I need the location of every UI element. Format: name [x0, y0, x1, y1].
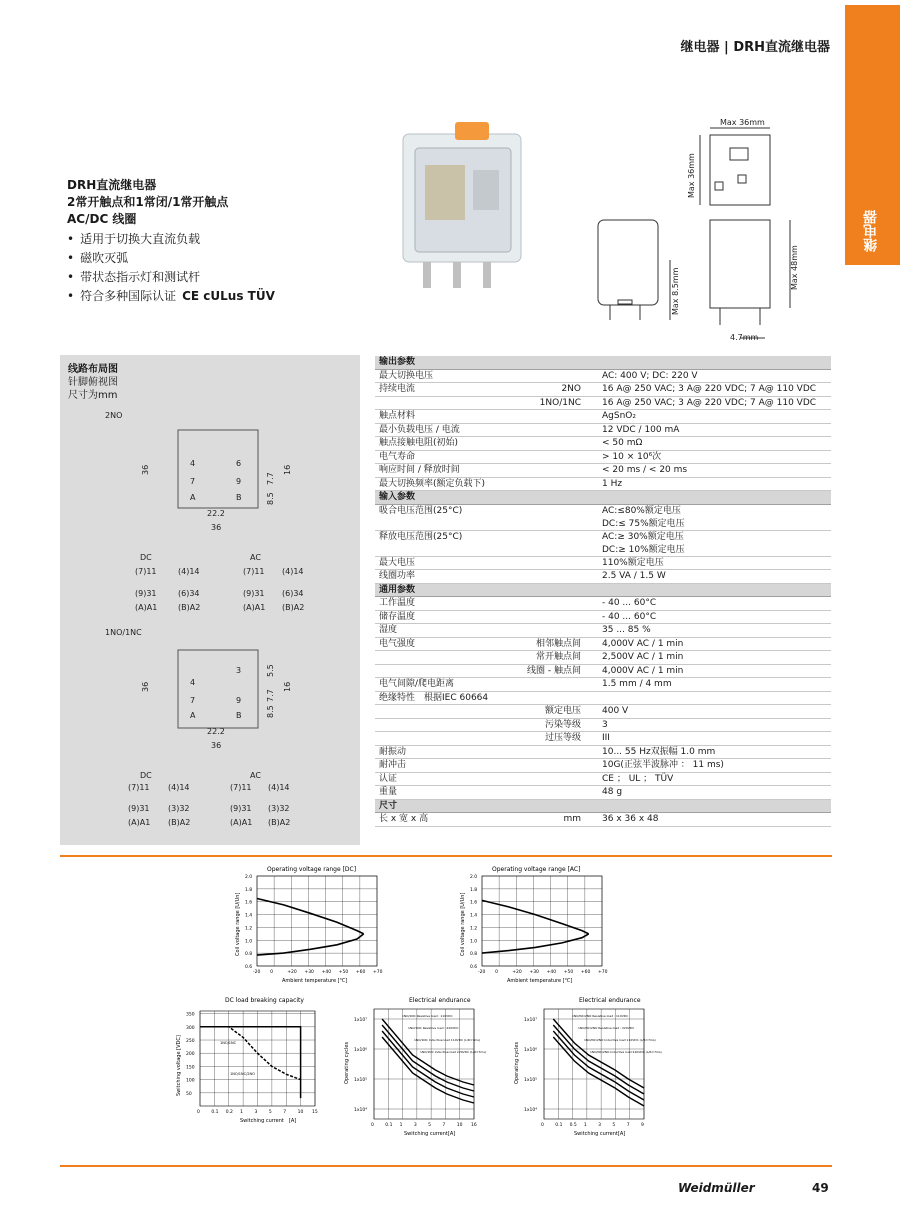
spec-key: 湿度 — [379, 625, 398, 635]
wire-line: (4)14 — [268, 783, 290, 792]
spec-key: 响应时间 / 释放时间 — [379, 465, 460, 475]
wire-line: (9)31 — [230, 804, 252, 813]
pin-a: A — [190, 711, 196, 720]
x-tick-label: 15 — [312, 1110, 318, 1115]
y-tick-label: 150 — [186, 1065, 195, 1071]
spec-row — [375, 651, 831, 665]
product-title-block — [67, 177, 228, 228]
series-line — [482, 900, 589, 934]
series-label: 1NO/1NC Resistive load : 220VDC — [408, 1026, 459, 1030]
dim-85: 8.5 — [266, 492, 275, 505]
series-label: 1NO/1NC Inductive load 220VDC (L/R=7ms) — [420, 1050, 487, 1054]
x-tick-label: 0 — [495, 970, 499, 975]
wire-line: (A)A1 — [230, 818, 253, 827]
chart-title: Operating voltage range [DC] — [267, 866, 357, 873]
spec-key: 重量 — [379, 787, 398, 797]
y-tick-label: 350 — [186, 1012, 195, 1018]
chart-title: Electrical endurance — [409, 997, 471, 1004]
spec-condition: 2NO — [561, 384, 581, 394]
feature-item: • 适用于切换大直流负载 — [67, 230, 275, 249]
spec-row — [375, 692, 831, 706]
ac-label: AC — [250, 771, 261, 780]
x-tick-label: 0.1 — [555, 1123, 563, 1128]
spec-condition: 相邻触点间 — [535, 638, 581, 649]
x-tick-label: 7 — [442, 1123, 446, 1128]
variant-nonc-label: 1NO/1NC — [105, 628, 142, 637]
series-line — [257, 899, 364, 934]
y-axis-label: Switching voltage [VDC] — [176, 1035, 182, 1096]
x-tick-label: 10 — [297, 1110, 304, 1115]
pin-3: 3 — [236, 666, 242, 675]
series-label: 1NO/1NC Inductive load 110VDC (L/R=7ms) — [414, 1038, 481, 1042]
dim-36-horizontal: 36 — [211, 741, 222, 750]
pin-b: B — [236, 711, 242, 720]
x-tick-label: -20 — [253, 970, 261, 975]
x-tick-label: +70 — [598, 970, 608, 975]
spec-key: 绝缘特性 根据IEC 60664 — [379, 692, 489, 703]
dim-77: 7.7 — [266, 689, 275, 702]
dim-36-vertical: 36 — [141, 464, 150, 475]
x-tick-label: 0 — [371, 1123, 374, 1128]
pin-b: B — [236, 493, 242, 502]
series-line — [482, 934, 589, 953]
feature-list — [67, 230, 275, 306]
spec-section-header — [375, 584, 831, 598]
wire-line: (B)A2 — [178, 603, 201, 612]
spec-row — [375, 597, 831, 611]
series-label: 1NO/NC/2NO Resistive load : 220VDC — [578, 1026, 635, 1030]
chart-title: DC load breaking capacity — [225, 997, 304, 1004]
wire-line: (7)11 — [230, 783, 252, 792]
wire-line: (9)31 — [243, 589, 265, 598]
spec-value: 4,000V AC / 1 min — [602, 638, 684, 649]
y-tick-label: 1x10⁶ — [354, 1048, 368, 1053]
variant-2no-label: 2NO — [105, 411, 123, 420]
plot-frame — [482, 876, 602, 966]
side-tab — [845, 5, 900, 265]
product-subtitle: 2常开触点和1常闭/1常开触点 — [67, 195, 229, 209]
divider — [60, 855, 832, 857]
wire-line: (A)A1 — [243, 603, 266, 612]
spec-row — [375, 424, 831, 438]
spec-value: 16 A@ 250 VAC; 3 A@ 220 VDC; 7 A@ 110 VDC — [602, 384, 817, 394]
spec-value: < 50 mΩ — [602, 438, 643, 448]
spec-value: 1 Hz — [602, 478, 623, 489]
spec-value: AC: 400 V; DC: 220 V — [602, 370, 698, 381]
spec-row — [375, 786, 831, 800]
spec-key: 触点接触电阻(初始) — [379, 438, 459, 448]
feature-item: • 磁吹灭弧 — [67, 249, 275, 268]
spec-section-title: 输入参数 — [379, 492, 416, 502]
spec-row — [375, 451, 831, 465]
series-label: 1NO/1NC — [220, 1041, 237, 1045]
y-tick-label: 1.8 — [245, 887, 253, 893]
spec-condition: 常开触点间 — [535, 652, 581, 662]
y-tick-label: 1.4 — [245, 913, 253, 919]
wire-line: (B)A2 — [282, 603, 305, 612]
spec-condition: 污染等级 — [544, 719, 581, 730]
wire-line: (A)A1 — [128, 818, 151, 827]
y-tick-label: 1.2 — [470, 926, 478, 932]
dim-55: 5.5 — [266, 664, 275, 677]
spec-key: 触点材料 — [379, 411, 416, 421]
wire-line: (7)11 — [128, 783, 150, 792]
pin-9: 9 — [236, 477, 242, 486]
dim-36-vertical: 36 — [141, 681, 150, 692]
spec-key: 吸合电压范围(25°C) — [379, 505, 463, 516]
series-label: 1NO/NC/2NO Inductive load 110VDC (L/R=7ms) — [584, 1038, 656, 1042]
spec-row — [375, 759, 831, 773]
spec-row — [375, 370, 831, 384]
dim-22: 22.2 — [207, 727, 225, 736]
x-tick-label: -20 — [478, 970, 486, 975]
wire-line: (4)14 — [168, 783, 190, 792]
y-axis-label: Coil voltage range [U/Un] — [460, 892, 466, 956]
dim-16: 16 — [283, 681, 292, 692]
y-tick-label: 2.0 — [245, 875, 253, 880]
spec-key: 最大电压 — [379, 557, 416, 568]
spec-key: 电气间隙/爬电距离 — [379, 679, 455, 689]
product-coil: AC/DC 线圈 — [67, 212, 137, 226]
spec-section-title: 尺寸 — [379, 800, 398, 811]
wire-line: (7)11 — [243, 567, 265, 576]
x-tick-label: +50 — [563, 970, 574, 975]
y-tick-label: 1x10⁶ — [524, 1048, 538, 1053]
spec-value: < 20 ms / < 20 ms — [602, 465, 688, 475]
x-tick-label: +50 — [338, 970, 349, 975]
wire-line: (B)A2 — [168, 818, 191, 827]
wiring-view: 针脚俯视图 — [68, 377, 118, 388]
dc-label: DC — [140, 553, 152, 562]
x-tick-label: 10 — [456, 1123, 463, 1128]
x-tick-label: 7 — [283, 1110, 287, 1115]
x-tick-label: 1 — [399, 1123, 403, 1128]
dim-width-label: Max 36mm — [720, 118, 765, 127]
y-tick-label: 0.8 — [245, 952, 253, 958]
spec-key: 持续电流 — [379, 384, 416, 394]
x-tick-label: 16 — [471, 1123, 477, 1128]
x-tick-label: 0.1 — [211, 1110, 219, 1115]
spec-value: - 40 ... 60°C — [602, 598, 657, 608]
wiring-title-block — [68, 363, 118, 402]
wiring-title: 线路布局图 — [68, 364, 118, 375]
y-axis-label: Operating cycles — [344, 1041, 350, 1084]
y-tick-label: 1.0 — [245, 939, 253, 945]
spec-row — [375, 746, 831, 760]
relay-photo — [395, 120, 540, 295]
wire-line: (6)34 — [178, 589, 200, 598]
spec-value: 2,500V AC / 1 min — [602, 652, 684, 662]
spec-row — [375, 665, 831, 679]
spec-key: 长 x 宽 x 高 — [379, 814, 429, 824]
dim-height-label: Max 36mm — [687, 153, 696, 198]
y-tick-label: 1x10⁴ — [354, 1108, 368, 1113]
dim-77: 7.7 — [266, 472, 275, 485]
y-tick-label: 1x10⁷ — [524, 1018, 538, 1023]
spec-key: 释放电压范围(25°C) — [379, 531, 463, 542]
y-tick-label: 1.0 — [470, 939, 478, 945]
spec-row — [375, 437, 831, 451]
spec-value: AC:≥ 30%额定电压 DC:≥ 10%额定电压 — [602, 531, 685, 555]
x-tick-label: +40 — [321, 970, 332, 975]
x-tick-label: 3 — [254, 1110, 258, 1115]
pin-4: 4 — [190, 678, 196, 687]
spec-row — [375, 557, 831, 571]
spec-key: 最小负载电压 / 电流 — [379, 424, 460, 435]
dc-label: DC — [140, 771, 152, 780]
wire-line: (7)11 — [135, 567, 157, 576]
spec-value: 2.5 VA / 1.5 W — [602, 571, 666, 581]
spec-value: 400 V — [602, 706, 629, 716]
wiring-panel — [60, 355, 360, 845]
y-tick-label: 1x10⁴ — [524, 1108, 538, 1113]
chart-dc-voltage — [225, 862, 400, 992]
wire-line: (3)32 — [168, 804, 190, 813]
dimension-drawing — [590, 110, 830, 350]
wire-line: (6)34 — [282, 589, 304, 598]
x-tick-label: 3 — [598, 1123, 602, 1128]
y-tick-label: 200 — [186, 1052, 195, 1058]
spec-section-title: 输出参数 — [379, 357, 416, 367]
x-tick-label: 0 — [197, 1110, 200, 1115]
spec-value: 4,000V AC / 1 min — [602, 665, 684, 676]
y-tick-label: 1x10⁷ — [354, 1018, 368, 1023]
page-number: 49 — [812, 1181, 829, 1195]
dim-16: 16 — [283, 464, 292, 475]
feature-item — [67, 287, 275, 306]
wiring-diagram — [60, 400, 360, 830]
chart-dc-breaking — [170, 993, 330, 1133]
spec-key: 认证 — [379, 773, 398, 784]
spec-key: 耐振动 — [379, 746, 407, 757]
wire-line: (B)A2 — [268, 818, 291, 827]
wire-line: (A)A1 — [135, 603, 158, 612]
x-tick-label: 0 — [541, 1123, 544, 1128]
chart-ac-voltage — [450, 862, 625, 992]
spec-section-header — [375, 356, 831, 370]
series-label: 1NO/NC/2NO Resistive load : 110VDC — [572, 1014, 629, 1018]
spec-row — [375, 531, 831, 557]
page-header-title: 继电器 | DRH直流继电器 — [680, 40, 830, 55]
x-tick-label: +40 — [546, 970, 557, 975]
spec-value: 10... 55 Hz双振幅 1.0 mm — [602, 746, 716, 757]
x-tick-label: +30 — [304, 970, 314, 975]
spec-value: > 10 × 10⁶次 — [602, 451, 662, 462]
feature-text: 符合多种国际认证 — [80, 289, 177, 303]
spec-row — [375, 732, 831, 746]
ac-label: AC — [250, 553, 261, 562]
cert-marks: CE cULus TÜV — [182, 289, 275, 303]
dim-22: 22.2 — [207, 509, 225, 518]
dim-36-horizontal: 36 — [211, 523, 222, 532]
spec-key: 耐冲击 — [379, 760, 407, 770]
x-tick-label: 1 — [240, 1110, 243, 1115]
y-tick-label: 1.8 — [470, 887, 478, 893]
spec-value: 48 g — [602, 787, 623, 797]
x-tick-label: 3 — [413, 1123, 417, 1128]
spec-row — [375, 624, 831, 638]
spec-value: AC:≤80%额定电压 DC:≤ 75%额定电压 — [602, 505, 685, 529]
x-tick-label: +20 — [512, 970, 522, 975]
x-tick-label: 9 — [641, 1123, 644, 1128]
x-tick-label: +30 — [529, 970, 539, 975]
spec-value: 16 A@ 250 VAC; 3 A@ 220 VDC; 7 A@ 110 VDC — [602, 397, 817, 408]
y-tick-label: 0.8 — [470, 952, 478, 958]
series-label: 1NO/1NC/2NO — [230, 1072, 255, 1076]
spec-key: 储存温度 — [379, 611, 416, 622]
spec-value: 1.5 mm / 4 mm — [602, 679, 672, 689]
x-tick-label: 7 — [626, 1123, 630, 1128]
y-tick-label: 1.6 — [470, 900, 478, 906]
wiring-unit: 尺寸为mm — [68, 390, 118, 401]
spec-value: 35 ... 85 % — [602, 625, 651, 635]
spec-row — [375, 478, 831, 492]
spec-key: 电气强度 — [379, 638, 416, 649]
spec-section-title: 通用参数 — [379, 584, 416, 595]
wire-line: (3)32 — [268, 804, 290, 813]
y-tick-label: 1x10⁵ — [354, 1078, 368, 1083]
x-tick-label: 0.5 — [569, 1123, 577, 1128]
brand-logo: Weidmüller — [678, 1181, 755, 1195]
spec-value: 110%额定电压 — [602, 557, 664, 568]
dim-pitch-label: 4.7mm — [730, 333, 759, 342]
x-tick-label: 0 — [270, 970, 274, 975]
spec-value: 10G(正弦半波脉冲 ： 11 ms) — [602, 760, 724, 770]
wire-line: (4)14 — [178, 567, 200, 576]
spec-value: 3 — [602, 719, 608, 730]
chart-title: Electrical endurance — [579, 997, 641, 1004]
spec-section-header — [375, 800, 831, 814]
spec-key: 最大切换电压 — [379, 370, 434, 381]
spec-condition: 额定电压 — [544, 706, 581, 716]
pin-4: 4 — [190, 459, 196, 468]
y-tick-label: 1.4 — [470, 913, 478, 919]
x-tick-label: 0.2 — [225, 1110, 233, 1115]
x-tick-label: 5 — [428, 1123, 432, 1128]
spec-value: 36 x 36 x 48 — [602, 814, 659, 824]
y-tick-label: 100 — [186, 1078, 195, 1084]
y-tick-label: 1.6 — [245, 900, 253, 906]
x-tick-label: 0.1 — [385, 1123, 393, 1128]
y-tick-label: 1x10⁵ — [524, 1078, 538, 1083]
spec-row — [375, 813, 831, 827]
chart-title: Operating voltage range [AC] — [492, 866, 581, 873]
y-tick-label: 250 — [186, 1039, 195, 1045]
y-tick-label: 2.0 — [470, 875, 478, 880]
y-axis-label: Operating cycles — [514, 1041, 520, 1084]
y-axis-label: Coil voltage range [U/Un] — [235, 892, 241, 956]
spec-condition: 过压等级 — [544, 733, 581, 743]
x-tick-label: +20 — [287, 970, 297, 975]
spec-value: CE ； UL ； TÜV — [602, 773, 674, 784]
dim-pin-label: Max 8.5mm — [671, 267, 680, 315]
spec-row — [375, 464, 831, 478]
chart-endurance-1 — [340, 993, 500, 1143]
x-tick-label: 1 — [583, 1123, 587, 1128]
spec-row — [375, 383, 831, 397]
spec-row — [375, 505, 831, 531]
series-label: 1NO/1NC Resistive load : 110VDC — [402, 1014, 453, 1018]
x-axis-label: Switching current[A] — [404, 1131, 456, 1137]
spec-condition: 1NO/1NC — [539, 397, 581, 408]
spec-value: 12 VDC / 100 mA — [602, 424, 680, 435]
spec-row — [375, 719, 831, 733]
x-tick-label: 5 — [268, 1110, 272, 1115]
side-tab-label: 继电器 — [863, 210, 879, 252]
x-axis-label: Ambient temperature [℃] — [282, 978, 348, 984]
wire-line: (9)31 — [128, 804, 150, 813]
pin-7: 7 — [190, 477, 196, 486]
pin-9: 9 — [236, 696, 242, 705]
series-label: 1NO/NC/2NO Inductive load 220VDC (L/R=7ms) — [590, 1050, 662, 1054]
spec-key: 工作温度 — [379, 598, 416, 608]
spec-section-header — [375, 491, 831, 505]
spec-value: III — [602, 733, 610, 743]
spec-row — [375, 705, 831, 719]
dim-depth-label: Max 48mm — [790, 245, 799, 290]
spec-key: 线圈功率 — [379, 571, 416, 581]
spec-key: 电气寿命 — [379, 451, 416, 462]
x-axis-label: Ambient temperature [℃] — [507, 978, 573, 984]
pin-a: A — [190, 493, 196, 502]
spec-condition: mm — [563, 814, 581, 824]
product-title: DRH直流继电器 — [67, 178, 157, 192]
feature-item: • 带状态指示灯和测试杆 — [67, 268, 275, 287]
spec-row — [375, 570, 831, 584]
y-tick-label: 0.6 — [245, 965, 253, 970]
spec-row — [375, 638, 831, 652]
spec-key: 最大切换频率(额定负载下) — [379, 478, 486, 489]
x-axis-label: Switching current[A] — [574, 1131, 626, 1137]
spec-row — [375, 397, 831, 411]
plot-frame — [257, 876, 377, 966]
spec-row — [375, 611, 831, 625]
x-tick-label: 5 — [612, 1123, 616, 1128]
x-axis-label: Switching current [A] — [240, 1118, 297, 1124]
wire-line: (9)31 — [135, 589, 157, 598]
spec-condition: 线圈 - 触点间 — [527, 665, 581, 676]
y-tick-label: 1.2 — [245, 926, 253, 932]
pin-7: 7 — [190, 696, 196, 705]
y-tick-label: 50 — [186, 1091, 192, 1097]
x-tick-label: +60 — [355, 970, 366, 975]
spec-row — [375, 773, 831, 787]
x-tick-label: +60 — [580, 970, 591, 975]
x-tick-label: +70 — [373, 970, 383, 975]
spec-table — [375, 356, 831, 827]
y-tick-label: 300 — [186, 1025, 195, 1031]
y-tick-label: 0.6 — [470, 965, 478, 970]
pin-6: 6 — [236, 459, 242, 468]
wire-line: (4)14 — [282, 567, 304, 576]
dim-85: 8.5 — [266, 705, 275, 718]
spec-row — [375, 678, 831, 692]
chart-endurance-2 — [510, 993, 670, 1143]
spec-value: - 40 ... 60°C — [602, 611, 657, 622]
spec-row — [375, 410, 831, 424]
series-line — [257, 934, 364, 955]
series-line — [200, 1027, 301, 1098]
spec-value: AgSnO₂ — [602, 411, 636, 421]
divider — [60, 1165, 832, 1167]
